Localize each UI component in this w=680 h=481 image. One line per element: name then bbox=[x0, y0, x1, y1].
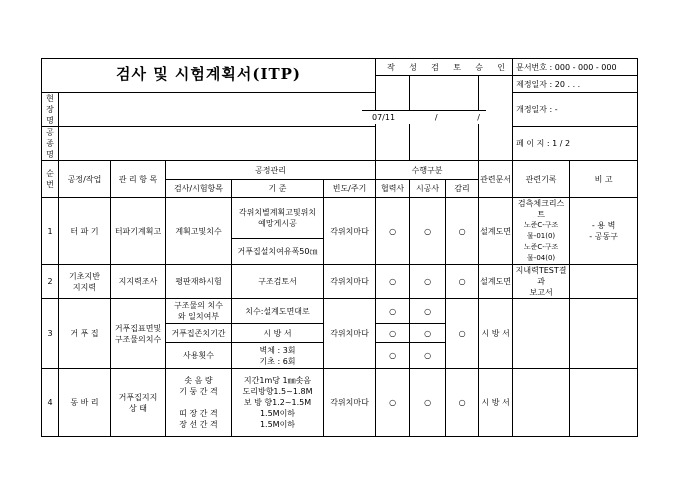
row3-cont-3: ○ bbox=[410, 343, 446, 369]
col-frequency: 빈도/주기 bbox=[324, 180, 376, 198]
col-cooperator: 협력사 bbox=[376, 180, 410, 198]
row3-inspection-1: 구조물의 치수 와 일치여부 bbox=[166, 299, 232, 324]
col-process-control: 공정관리 bbox=[166, 161, 376, 180]
row3-criteria-1: 치수:설계도면대로 bbox=[232, 299, 324, 324]
row1-sup: ○ bbox=[446, 198, 479, 265]
col-supervisor: 감리 bbox=[446, 180, 479, 198]
work-type-value bbox=[59, 127, 376, 161]
row4-coop: ○ bbox=[376, 369, 410, 437]
row3-criteria-3: 벽체 : 3회 기초 : 6회 bbox=[232, 343, 324, 369]
col-criteria: 기 준 bbox=[232, 180, 324, 198]
row1-cont: ○ bbox=[410, 198, 446, 265]
row3-remarks bbox=[570, 299, 638, 369]
row2-coop: ○ bbox=[376, 265, 410, 299]
col-remarks: 비 고 bbox=[570, 161, 638, 198]
row2-frequency: 각위치마다 bbox=[324, 265, 376, 299]
row1-control: 터파기계획고 bbox=[111, 198, 166, 265]
itp-form-table bbox=[41, 58, 638, 437]
row4-no: 4 bbox=[42, 369, 59, 437]
col-inspection: 검사/시험항목 bbox=[166, 180, 232, 198]
row2-doc: 설계도면 bbox=[479, 265, 513, 299]
row3-coop-2: ○ bbox=[376, 324, 410, 343]
site-name-label: 현 장 명 bbox=[42, 93, 59, 127]
work-type-label: 공 종 명 bbox=[42, 127, 59, 161]
row2-remarks bbox=[570, 265, 638, 299]
row3-sup: ○ bbox=[446, 299, 479, 369]
approval-header: 작 성 검 토 승 인 bbox=[376, 59, 513, 76]
row4-frequency: 각위치마다 bbox=[324, 369, 376, 437]
row3-coop-1: ○ bbox=[376, 299, 410, 324]
row1-no: 1 bbox=[42, 198, 59, 265]
row4-criteria: 지간1m당 1㎜솟음 도리방향1.5~1.8M 보 방 향1.2~1.5M 1.5M이하 1.5M이하 bbox=[232, 369, 324, 437]
row2-process: 기초지반 지지력 bbox=[59, 265, 111, 299]
col-related-doc: 관련문서 bbox=[479, 161, 513, 198]
revision-date: 개정일자 : - bbox=[513, 93, 638, 127]
approval-slash-1: / bbox=[434, 113, 438, 122]
col-related-record: 관련기록 bbox=[513, 161, 570, 198]
row3-process: 거 푸 집 bbox=[59, 299, 111, 369]
row1-criteria-c: 거푸집설치여유폭50㎝ bbox=[232, 239, 324, 265]
row1-criteria-ab: 각위치별계획고및위치 예망게시공 bbox=[232, 198, 324, 239]
row4-inspection: 솟 음 량 기 둥 간 격 띠 장 간 격 장 선 간 격 bbox=[166, 369, 232, 437]
row4-control: 거푸집지지 상 태 bbox=[111, 369, 166, 437]
row3-cont-2: ○ bbox=[410, 324, 446, 343]
row4-process: 동 바 리 bbox=[59, 369, 111, 437]
row4-record bbox=[513, 369, 570, 437]
document-title: 검사 및 시험계획서(ITP) bbox=[42, 59, 376, 93]
row3-cont-1: ○ bbox=[410, 299, 446, 324]
row3-doc: 시 방 서 bbox=[479, 299, 513, 369]
row4-sup: ○ bbox=[446, 369, 479, 437]
row1-doc: 설계도면 bbox=[479, 198, 513, 265]
site-name-value bbox=[59, 93, 376, 127]
row3-coop-3: ○ bbox=[376, 343, 410, 369]
col-execution: 수행구분 bbox=[376, 161, 479, 180]
row1-record: 검측체크리스트 노준C-구조물-01(0) 노준C-구조물-04(0) bbox=[513, 198, 570, 265]
row3-frequency: 각위치마다 bbox=[324, 299, 376, 369]
row2-criteria: 구조검토서 bbox=[232, 265, 324, 299]
col-contractor: 시공사 bbox=[410, 180, 446, 198]
row3-inspection-3: 사용횟수 bbox=[166, 343, 232, 369]
row1-coop: ○ bbox=[376, 198, 410, 265]
row2-no: 2 bbox=[42, 265, 59, 299]
row3-inspection-2: 거푸집존치기간 bbox=[166, 324, 232, 343]
row3-no: 3 bbox=[42, 299, 59, 369]
approval-date: 07/11 bbox=[372, 113, 396, 122]
row1-inspection: 계획고및치수 bbox=[166, 198, 232, 265]
row2-inspection: 평판재하시험 bbox=[166, 265, 232, 299]
row4-cont: ○ bbox=[410, 369, 446, 437]
row2-cont: ○ bbox=[410, 265, 446, 299]
col-control: 관 리 항 목 bbox=[111, 161, 166, 198]
approval-slash-2: / bbox=[477, 113, 480, 122]
enactment-date: 제정일자 : 20 . . . bbox=[513, 76, 638, 93]
row4-doc: 시 방 서 bbox=[479, 369, 513, 437]
page-number: 페 이 지 : 1 / 2 bbox=[513, 127, 638, 161]
col-process: 공정/작업 bbox=[59, 161, 111, 198]
row4-remarks bbox=[570, 369, 638, 437]
col-no: 순번 bbox=[42, 161, 59, 198]
row3-criteria-2: 시 방 서 bbox=[232, 324, 324, 343]
approval-date-row bbox=[362, 110, 486, 124]
row2-record: 지내력TEST결과 보고서 bbox=[513, 265, 570, 299]
row3-control: 거푸집표면및 구조물의치수 bbox=[111, 299, 166, 369]
row1-frequency: 각위치마다 bbox=[324, 198, 376, 265]
row2-sup: ○ bbox=[446, 265, 479, 299]
row2-control: 지지력조사 bbox=[111, 265, 166, 299]
row3-record bbox=[513, 299, 570, 369]
doc-number: 문서번호 : 000 - 000 - 000 bbox=[513, 59, 638, 76]
row1-process: 터 파 기 bbox=[59, 198, 111, 265]
row1-remarks: - 용 벽 - 공동구 bbox=[570, 198, 638, 265]
